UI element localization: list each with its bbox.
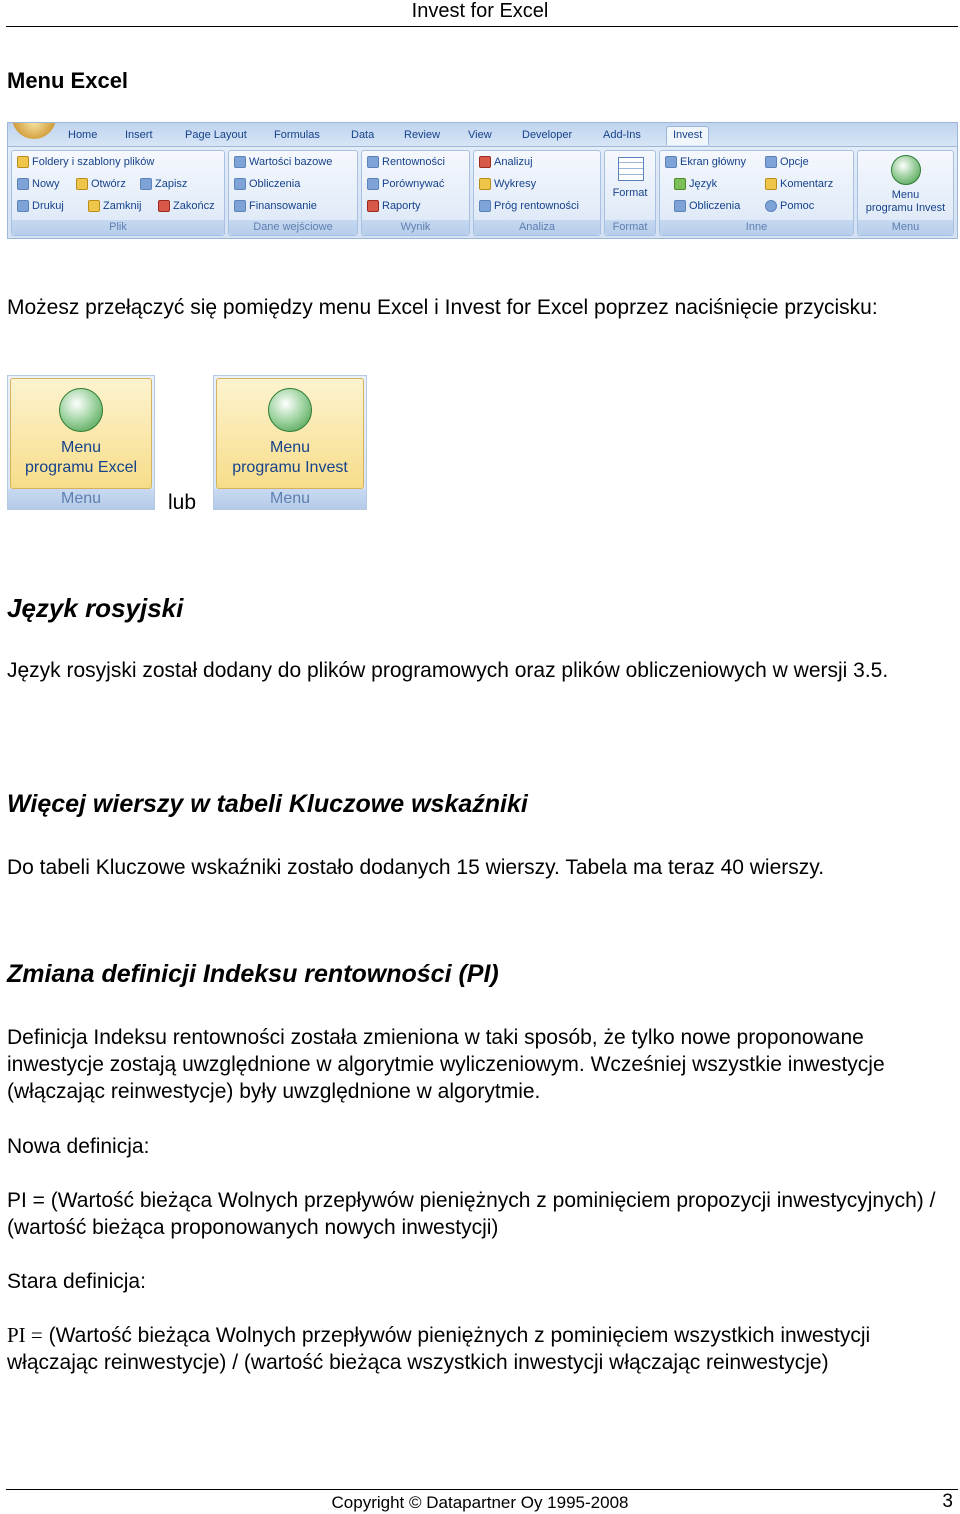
ribbon-item-obliczenia[interactable]: Obliczenia — [234, 178, 300, 190]
open-folder-icon — [76, 178, 88, 190]
or-label: lub — [168, 491, 197, 514]
tab-page-layout[interactable]: Page Layout — [185, 129, 247, 141]
tab-formulas[interactable]: Formulas — [274, 129, 320, 141]
ribbon-item-nowy[interactable]: Nowy — [17, 178, 60, 190]
old-definition-prefix: PI = — [7, 1323, 43, 1347]
ribbon-group-format — [604, 150, 656, 236]
old-definition-label: Stara definicja: — [7, 1270, 146, 1293]
comment-icon — [765, 178, 777, 190]
tab-data[interactable]: Data — [351, 129, 375, 141]
ribbon-item-prog[interactable]: Próg rentowności — [479, 200, 579, 212]
refresh-icon — [891, 155, 921, 185]
footer-rule — [6, 1489, 958, 1490]
ribbon-item-zakoncz[interactable]: Zakończ — [158, 200, 215, 212]
header-rule — [6, 26, 958, 27]
ribbon-item-wartosci[interactable]: Wartości bazowe — [234, 156, 332, 168]
ribbon-group-menu — [857, 150, 954, 236]
ribbon-item-komentarz[interactable]: Komentarz — [765, 178, 833, 190]
close-folder-icon — [88, 200, 100, 212]
result-icon — [367, 156, 379, 168]
format-grid-icon — [618, 157, 644, 181]
menu-invest-footer: Menu — [214, 489, 366, 509]
calc-icon — [674, 200, 686, 212]
globe-icon — [674, 178, 686, 190]
rows-paragraph: Do tabeli Kluczowe wskaźniki zostało dodanych 15 wierszy. Tabela ma teraz 40 wierszy. — [7, 856, 825, 879]
ribbon-group-plik — [11, 150, 225, 236]
ribbon-item-analizuj[interactable]: Analizuj — [479, 156, 533, 168]
options-icon — [765, 156, 777, 168]
group-label-menu: Menu — [858, 220, 953, 235]
report-icon — [367, 200, 379, 212]
home-icon — [665, 156, 677, 168]
ribbon-item-porownywac[interactable]: Porównywać — [367, 178, 444, 190]
page-number: 3 — [942, 1491, 953, 1512]
switch-paragraph: Możesz przełączyć się pomiędzy menu Excel i Invest for Excel poprzez naciśnięcie przycisku: — [7, 296, 878, 319]
ribbon-item-drukuj[interactable]: Drukuj — [17, 200, 64, 212]
ribbon-item-foldery[interactable]: Foldery i szablony plików — [17, 156, 154, 168]
ribbon-item-format[interactable]: Format — [612, 187, 648, 199]
ribbon-group-inne — [659, 150, 854, 236]
calc-icon — [234, 178, 246, 190]
tab-review[interactable]: Review — [404, 129, 441, 141]
group-label-format: Format — [605, 220, 655, 235]
analyze-icon — [479, 156, 491, 168]
ribbon-item-finansowanie[interactable]: Finansowanie — [234, 200, 317, 212]
tab-add-ins[interactable]: Add-Ins — [603, 129, 641, 141]
ribbon-item-obliczenia-inne[interactable]: Obliczenia — [674, 200, 740, 212]
new-file-icon — [17, 178, 29, 190]
new-definition: PI = (Wartość bieżąca Wolnych przepływów pieniężnych z pominięciem propozycji inwestycyjnych) / (wartość bieżąca proponowanych nowych inwestycji) — [7, 1189, 936, 1239]
ribbon-item-jezyk[interactable]: Język — [674, 178, 717, 190]
menu-excel-footer: Menu — [8, 489, 154, 509]
tab-developer[interactable]: Developer — [522, 129, 573, 141]
old-definition — [7, 1322, 947, 1376]
table-icon — [234, 156, 246, 168]
finance-icon — [234, 200, 246, 212]
ribbon-group-wynik — [361, 150, 470, 236]
ribbon-item-zamknij[interactable]: Zamknij — [88, 200, 142, 212]
ribbon-item-opcje[interactable]: Opcje — [765, 156, 809, 168]
ribbon-screenshot — [7, 122, 958, 239]
print-icon — [17, 200, 29, 212]
ribbon-item-otworz[interactable]: Otwórz — [76, 178, 126, 190]
folder-icon — [17, 156, 29, 168]
ribbon-item-rentownosci[interactable]: Rentowności — [367, 156, 445, 168]
heading-russian: Język rosyjski — [7, 593, 184, 623]
refresh-icon — [59, 388, 103, 432]
group-label-inne: Inne — [660, 220, 853, 235]
menu-invest-label: Menu programu Invest — [232, 439, 348, 476]
ribbon-group-analiza — [473, 150, 601, 236]
ribbon-item-menu-invest[interactable]: Menu programu Invest — [865, 189, 946, 214]
group-label-dane: Dane wejściowe — [229, 220, 357, 235]
help-icon — [765, 200, 777, 212]
menu-invest-button[interactable] — [213, 375, 367, 510]
save-icon — [140, 178, 152, 190]
heading-pi: Zmiana definicji Indeksu rentowności (PI) — [7, 960, 499, 988]
ribbon-item-pomoc[interactable]: Pomoc — [765, 200, 814, 212]
breakeven-icon — [479, 200, 491, 212]
new-definition-label: Nowa definicja: — [7, 1135, 150, 1158]
russian-paragraph: Język rosyjski został dodany do plików programowych oraz plików obliczeniowych w wersji 3.5. — [7, 659, 889, 682]
compare-icon — [367, 178, 379, 190]
footer-copyright: Copyright © Datapartner Oy 1995-2008 — [331, 1493, 629, 1512]
heading-more-rows: Więcej wierszy w tabeli Kluczowe wskaźniki — [7, 790, 528, 818]
tab-insert[interactable]: Insert — [125, 129, 153, 141]
tab-invest[interactable]: Invest — [666, 126, 709, 145]
group-label-analiza: Analiza — [474, 220, 600, 235]
tab-home[interactable]: Home — [68, 129, 98, 141]
heading-menu-excel: Menu Excel — [7, 68, 129, 93]
old-definition-text: (Wartość bieżąca Wolnych przepływów pieniężnych z pominięciem wszystkich inwestycji włączając reinwestycje) / (wartość bieżąca wszystkich inwestycji włączając reinwestycje) — [7, 1324, 871, 1374]
page-header: Invest for Excel — [411, 0, 549, 22]
ribbon-item-raporty[interactable]: Raporty — [367, 200, 421, 212]
menu-excel-button[interactable] — [7, 375, 155, 510]
menu-excel-label: Menu programu Excel — [24, 439, 138, 476]
ribbon-item-ekran[interactable]: Ekran główny — [665, 156, 746, 168]
refresh-icon — [268, 388, 312, 432]
pi-paragraph: Definicja Indeksu rentowności została zmieniona w taki sposób, że tylko nowe proponowane inwestycje zostają uwzględnione w algorytmie wyliczeniowym. Wcześniej wszystkie inwestycje (włączając reinwestycje) były uwzględnione w algorytmie. — [7, 1026, 885, 1103]
group-label-plik: Plik — [12, 220, 224, 235]
group-label-wynik: Wynik — [362, 220, 469, 235]
exit-icon — [158, 200, 170, 212]
tab-view[interactable]: View — [468, 129, 492, 141]
ribbon-item-zapisz[interactable]: Zapisz — [140, 178, 187, 190]
ribbon-item-wykresy[interactable]: Wykresy — [479, 178, 536, 190]
chart-icon — [479, 178, 491, 190]
ribbon-group-dane — [228, 150, 358, 236]
